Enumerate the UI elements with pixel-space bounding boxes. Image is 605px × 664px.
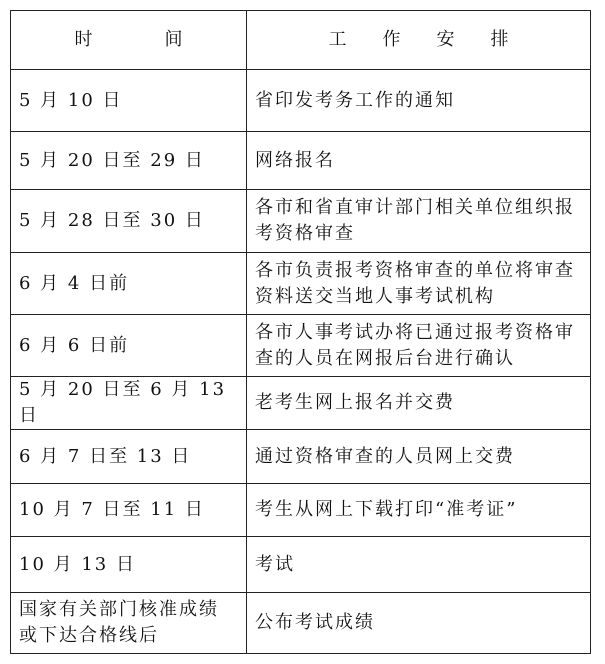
row-task: 考试 <box>247 537 591 593</box>
table-header-row <box>11 11 591 70</box>
row-task: 网络报名 <box>247 132 591 190</box>
row-time: 5 月 20 日至 29 日 <box>11 132 247 190</box>
table-row <box>11 253 591 315</box>
row-task: 通过资格审查的人员网上交费 <box>247 430 591 484</box>
row-time: 6 月 6 日前 <box>11 315 247 377</box>
table-row <box>11 484 591 537</box>
table-row <box>11 70 591 132</box>
row-task: 各市人事考试办将已通过报考资格审查的人员在网报后台进行确认 <box>247 315 591 377</box>
row-time: 6 月 4 日前 <box>11 253 247 315</box>
row-time: 10 月 7 日至 11 日 <box>11 484 247 537</box>
table-row <box>11 190 591 253</box>
exam-schedule-table <box>10 10 591 654</box>
table-row <box>11 315 591 377</box>
row-time: 6 月 7 日至 13 日 <box>11 430 247 484</box>
table-row <box>11 537 591 593</box>
row-time: 10 月 13 日 <box>11 537 247 593</box>
header-time: 时 间 <box>11 11 247 70</box>
row-task: 考生从网上下载打印“准考证” <box>247 484 591 537</box>
row-task: 公布考试成绩 <box>247 593 591 654</box>
row-time: 5 月 28 日至 30 日 <box>11 190 247 253</box>
header-task: 工 作 安 排 <box>247 11 591 70</box>
table-row <box>11 377 591 430</box>
table-row <box>11 132 591 190</box>
row-time: 5 月 20 日至 6 月 13 日 <box>11 377 247 430</box>
table-row <box>11 593 591 654</box>
row-time: 5 月 10 日 <box>11 70 247 132</box>
row-task: 老考生网上报名并交费 <box>247 377 591 430</box>
row-task: 各市和省直审计部门相关单位组织报考资格审查 <box>247 190 591 253</box>
row-task: 各市负责报考资格审查的单位将审查资料送交当地人事考试机构 <box>247 253 591 315</box>
row-task: 省印发考务工作的通知 <box>247 70 591 132</box>
row-time: 国家有关部门核准成绩或下达合格线后 <box>11 593 247 654</box>
table-row <box>11 430 591 484</box>
